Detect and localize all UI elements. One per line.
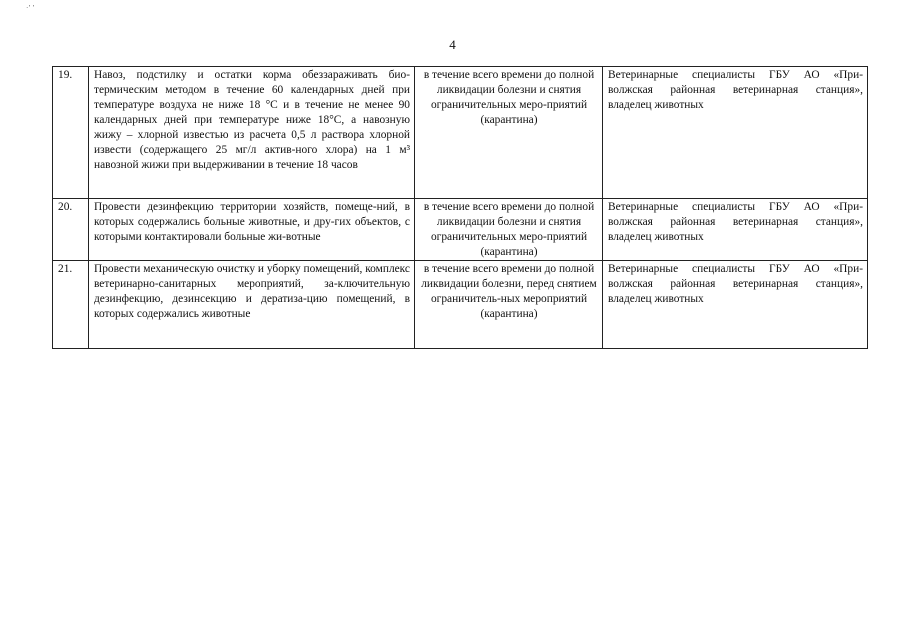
row-number: 19. xyxy=(53,67,89,199)
action-cell: Навоз, подстилку и остатки корма обеззараживать био-термическим методом в течение 60 календарных дней при температуре воздуха не ниже 18 °С и в течение не менее 90 календарных дней при температуре ниже 18°С, а навозную жижу – хлорной известью из расчета 0,5 л раствора хлорной извести (содержащего 25 мг/л актив-ного хлора) на 1 м³ навозной жижи при выдерживании в течение 18 часов xyxy=(89,67,415,199)
responsible-cell: Ветеринарные специалисты ГБУ АО «При-волжская районная ветеринарная станция», владелец животных xyxy=(603,261,868,349)
term-cell: в течение всего времени до полной ликвидации болезни, перед снятием ограничитель-ных мероприятий (карантина) xyxy=(415,261,603,349)
responsible-cell: Ветеринарные специалисты ГБУ АО «При-волжская районная ветеринарная станция», владелец животных xyxy=(603,67,868,199)
action-cell: Провести механическую очистку и уборку помещений, комплекс ветеринарно-санитарных мероприятий, за-ключительную дезинфекцию, дезинсекцию и дератиза-цию помещений, в которых содержались животные xyxy=(89,261,415,349)
page-number: 4 xyxy=(449,37,456,52)
table-row xyxy=(53,67,868,199)
action-cell: Провести дезинфекцию территории хозяйств, помеще-ний, в которых содержались больные животные, и дру-гих объектов, с которыми контактировали больные жи-вотные xyxy=(89,199,415,261)
responsible-cell: Ветеринарные специалисты ГБУ АО «При-волжская районная ветеринарная станция», владелец животных xyxy=(603,199,868,261)
table-row xyxy=(53,261,868,349)
table-row xyxy=(53,199,868,261)
measures-table xyxy=(52,66,868,349)
row-number: 21. xyxy=(53,261,89,349)
term-cell: в течение всего времени до полной ликвидации болезни и снятия ограничительных меро-приятий (карантина) xyxy=(415,67,603,199)
row-number: 20. xyxy=(53,199,89,261)
scan-artifact: ·ʼ ʼ xyxy=(26,4,35,12)
term-cell: в течение всего времени до полной ликвидации болезни и снятия ограничительных меро-приятий (карантина) xyxy=(415,199,603,261)
